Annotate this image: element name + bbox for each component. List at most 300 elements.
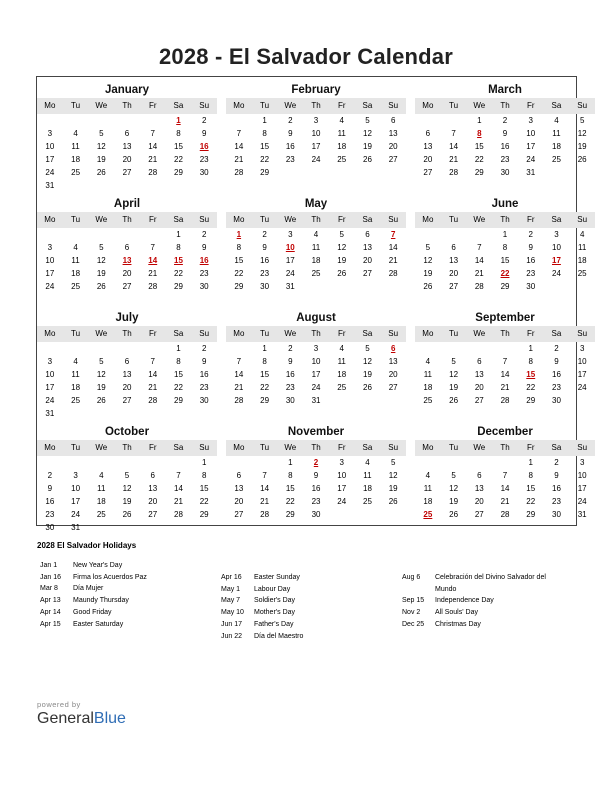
day-cell[interactable]: 28 xyxy=(474,282,484,291)
day-cell[interactable]: 19 xyxy=(363,142,372,151)
holiday-day-cell[interactable]: 6 xyxy=(390,344,396,353)
day-cell[interactable]: 18 xyxy=(71,269,81,278)
day-cell[interactable]: 3 xyxy=(554,230,559,239)
day-cell[interactable]: 4 xyxy=(365,458,370,467)
day-cell[interactable]: 17 xyxy=(577,484,587,493)
day-cell[interactable]: 11 xyxy=(552,129,561,138)
day-cell[interactable]: 9 xyxy=(262,243,267,252)
day-cell[interactable]: 3 xyxy=(313,116,319,125)
day-cell[interactable]: 16 xyxy=(552,484,561,493)
holiday-day-cell[interactable]: 2 xyxy=(313,458,319,467)
day-cell[interactable]: 27 xyxy=(449,282,459,291)
day-cell[interactable]: 21 xyxy=(449,155,459,164)
holiday-day-cell[interactable]: 16 xyxy=(199,142,209,151)
day-cell[interactable]: 15 xyxy=(260,142,270,151)
day-cell[interactable]: 10 xyxy=(526,129,536,138)
day-cell[interactable]: 14 xyxy=(148,142,158,151)
day-cell[interactable]: 30 xyxy=(552,510,561,519)
day-cell[interactable]: 18 xyxy=(96,497,106,506)
day-cell[interactable]: 16 xyxy=(311,484,321,493)
day-cell[interactable]: 20 xyxy=(234,497,244,506)
day-cell[interactable]: 2 xyxy=(554,458,559,467)
day-cell[interactable]: 23 xyxy=(285,383,295,392)
day-cell[interactable]: 6 xyxy=(150,471,155,480)
day-cell[interactable]: 13 xyxy=(363,243,372,252)
day-cell[interactable]: 17 xyxy=(45,155,55,164)
day-cell[interactable]: 10 xyxy=(45,256,55,265)
day-cell[interactable]: 6 xyxy=(124,129,130,138)
day-cell[interactable]: 7 xyxy=(502,357,508,366)
day-cell[interactable]: 15 xyxy=(500,256,510,265)
day-cell[interactable]: 16 xyxy=(260,256,270,265)
day-cell[interactable]: 24 xyxy=(45,282,55,291)
day-cell[interactable]: 18 xyxy=(363,484,372,493)
day-cell[interactable]: 3 xyxy=(47,357,53,366)
day-cell[interactable]: 8 xyxy=(236,243,242,252)
day-cell[interactable]: 12 xyxy=(96,256,106,265)
day-cell[interactable]: 15 xyxy=(199,484,209,493)
day-cell[interactable]: 1 xyxy=(262,116,267,125)
day-cell[interactable]: 9 xyxy=(288,357,293,366)
day-cell[interactable]: 8 xyxy=(528,471,533,480)
day-cell[interactable]: 2 xyxy=(502,116,508,125)
day-cell[interactable]: 19 xyxy=(449,383,459,392)
day-cell[interactable]: 12 xyxy=(577,129,587,138)
day-cell[interactable]: 23 xyxy=(285,155,295,164)
day-cell[interactable]: 20 xyxy=(474,383,484,392)
day-cell[interactable]: 8 xyxy=(528,357,533,366)
day-cell[interactable]: 25 xyxy=(337,383,347,392)
holiday-day-cell[interactable]: 10 xyxy=(285,243,295,252)
day-cell[interactable]: 31 xyxy=(526,168,536,177)
day-cell[interactable]: 18 xyxy=(423,383,433,392)
day-cell[interactable]: 3 xyxy=(47,243,53,252)
day-cell[interactable]: 13 xyxy=(388,129,398,138)
day-cell[interactable]: 7 xyxy=(236,357,242,366)
day-cell[interactable]: 31 xyxy=(577,510,587,519)
day-cell[interactable]: 11 xyxy=(337,357,346,366)
day-cell[interactable]: 6 xyxy=(390,116,396,125)
day-cell[interactable]: 3 xyxy=(528,116,533,125)
day-cell[interactable]: 22 xyxy=(260,383,270,392)
day-cell[interactable]: 23 xyxy=(45,510,55,519)
day-cell[interactable]: 17 xyxy=(71,497,81,506)
day-cell[interactable]: 24 xyxy=(311,383,321,392)
day-cell[interactable]: 11 xyxy=(423,370,433,379)
day-cell[interactable]: 27 xyxy=(363,269,372,278)
day-cell[interactable]: 26 xyxy=(363,155,372,164)
day-cell[interactable]: 13 xyxy=(122,142,132,151)
day-cell[interactable]: 26 xyxy=(96,282,106,291)
day-cell[interactable]: 7 xyxy=(502,471,508,480)
day-cell[interactable]: 5 xyxy=(365,344,370,353)
day-cell[interactable]: 12 xyxy=(449,484,459,493)
day-cell[interactable]: 11 xyxy=(423,484,433,493)
day-cell[interactable]: 23 xyxy=(311,497,321,506)
day-cell[interactable]: 14 xyxy=(500,370,510,379)
day-cell[interactable]: 19 xyxy=(449,497,459,506)
day-cell[interactable]: 6 xyxy=(477,471,482,480)
day-cell[interactable]: 4 xyxy=(339,344,344,353)
day-cell[interactable]: 9 xyxy=(528,243,533,252)
day-cell[interactable]: 21 xyxy=(234,155,244,164)
day-cell[interactable]: 5 xyxy=(99,129,104,138)
day-cell[interactable]: 30 xyxy=(552,396,561,405)
day-cell[interactable]: 22 xyxy=(526,497,536,506)
day-cell[interactable]: 3 xyxy=(47,129,53,138)
holiday-day-cell[interactable]: 7 xyxy=(390,230,396,239)
day-cell[interactable]: 20 xyxy=(388,142,398,151)
day-cell[interactable]: 18 xyxy=(552,142,561,151)
day-cell[interactable]: 1 xyxy=(528,458,533,467)
day-cell[interactable]: 21 xyxy=(388,256,398,265)
day-cell[interactable]: 20 xyxy=(388,370,398,379)
day-cell[interactable]: 18 xyxy=(423,497,433,506)
day-cell[interactable]: 24 xyxy=(45,168,55,177)
day-cell[interactable]: 11 xyxy=(337,129,346,138)
day-cell[interactable]: 29 xyxy=(474,168,484,177)
day-cell[interactable]: 12 xyxy=(388,471,398,480)
day-cell[interactable]: 7 xyxy=(150,357,155,366)
day-cell[interactable]: 8 xyxy=(262,357,267,366)
day-cell[interactable]: 13 xyxy=(234,484,244,493)
day-cell[interactable]: 28 xyxy=(260,510,270,519)
day-cell[interactable]: 27 xyxy=(148,510,158,519)
day-cell[interactable]: 8 xyxy=(262,129,267,138)
day-cell[interactable]: 4 xyxy=(339,116,344,125)
day-cell[interactable]: 13 xyxy=(388,357,398,366)
day-cell[interactable]: 7 xyxy=(236,129,242,138)
day-cell[interactable]: 4 xyxy=(73,129,78,138)
day-cell[interactable]: 17 xyxy=(285,256,295,265)
day-cell[interactable]: 20 xyxy=(122,155,132,164)
day-cell[interactable]: 26 xyxy=(423,282,433,291)
day-cell[interactable]: 20 xyxy=(449,269,459,278)
day-cell[interactable]: 1 xyxy=(262,344,267,353)
day-cell[interactable]: 22 xyxy=(199,497,209,506)
day-cell[interactable]: 29 xyxy=(199,510,209,519)
day-cell[interactable]: 11 xyxy=(311,243,321,252)
day-cell[interactable]: 20 xyxy=(122,383,132,392)
day-cell[interactable]: 27 xyxy=(474,510,484,519)
day-cell[interactable]: 5 xyxy=(365,116,370,125)
day-cell[interactable]: 12 xyxy=(363,129,372,138)
day-cell[interactable]: 30 xyxy=(199,168,209,177)
day-cell[interactable]: 5 xyxy=(124,471,130,480)
day-cell[interactable]: 28 xyxy=(174,510,183,519)
day-cell[interactable]: 23 xyxy=(500,155,510,164)
day-cell[interactable]: 23 xyxy=(552,383,561,392)
day-cell[interactable]: 22 xyxy=(260,155,270,164)
day-cell[interactable]: 21 xyxy=(148,383,158,392)
day-cell[interactable]: 22 xyxy=(526,383,536,392)
day-cell[interactable]: 22 xyxy=(174,383,183,392)
day-cell[interactable]: 14 xyxy=(449,142,459,151)
day-cell[interactable]: 17 xyxy=(45,269,55,278)
day-cell[interactable]: 19 xyxy=(363,370,372,379)
day-cell[interactable]: 24 xyxy=(577,497,587,506)
day-cell[interactable]: 29 xyxy=(285,510,295,519)
day-cell[interactable]: 4 xyxy=(554,116,559,125)
day-cell[interactable]: 26 xyxy=(96,396,106,405)
day-cell[interactable]: 3 xyxy=(579,344,585,353)
day-cell[interactable]: 17 xyxy=(577,370,587,379)
day-cell[interactable]: 2 xyxy=(201,116,207,125)
day-cell[interactable]: 11 xyxy=(71,370,80,379)
day-cell[interactable]: 1 xyxy=(201,458,207,467)
day-cell[interactable]: 4 xyxy=(425,357,431,366)
day-cell[interactable]: 22 xyxy=(234,269,244,278)
day-cell[interactable]: 8 xyxy=(176,129,181,138)
day-cell[interactable]: 1 xyxy=(528,344,533,353)
day-cell[interactable]: 27 xyxy=(388,155,398,164)
day-cell[interactable]: 10 xyxy=(311,357,321,366)
day-cell[interactable]: 21 xyxy=(474,269,484,278)
day-cell[interactable]: 29 xyxy=(234,282,244,291)
day-cell[interactable]: 31 xyxy=(285,282,295,291)
day-cell[interactable]: 25 xyxy=(337,155,347,164)
day-cell[interactable]: 25 xyxy=(71,282,81,291)
brand-logo[interactable] xyxy=(37,710,126,728)
day-cell[interactable]: 2 xyxy=(201,344,207,353)
day-cell[interactable]: 9 xyxy=(201,129,207,138)
holiday-day-cell[interactable]: 1 xyxy=(236,230,242,239)
day-cell[interactable]: 26 xyxy=(449,510,459,519)
day-cell[interactable]: 11 xyxy=(363,471,372,480)
day-cell[interactable]: 28 xyxy=(234,168,244,177)
day-cell[interactable]: 21 xyxy=(174,497,183,506)
day-cell[interactable]: 21 xyxy=(148,269,158,278)
day-cell[interactable]: 1 xyxy=(176,344,181,353)
day-cell[interactable]: 29 xyxy=(526,396,536,405)
day-cell[interactable]: 30 xyxy=(260,282,270,291)
day-cell[interactable]: 21 xyxy=(500,497,510,506)
day-cell[interactable]: 17 xyxy=(45,383,55,392)
day-cell[interactable]: 13 xyxy=(474,370,484,379)
day-cell[interactable]: 18 xyxy=(71,383,81,392)
day-cell[interactable]: 15 xyxy=(526,484,536,493)
day-cell[interactable]: 23 xyxy=(260,269,270,278)
day-cell[interactable]: 2 xyxy=(288,344,293,353)
day-cell[interactable]: 10 xyxy=(71,484,81,493)
day-cell[interactable]: 17 xyxy=(311,370,321,379)
day-cell[interactable]: 30 xyxy=(500,168,510,177)
day-cell[interactable]: 8 xyxy=(176,357,181,366)
day-cell[interactable]: 13 xyxy=(148,484,158,493)
day-cell[interactable]: 10 xyxy=(45,370,55,379)
day-cell[interactable]: 19 xyxy=(96,269,106,278)
day-cell[interactable]: 24 xyxy=(552,269,561,278)
day-cell[interactable]: 18 xyxy=(577,256,587,265)
day-cell[interactable]: 20 xyxy=(148,497,158,506)
day-cell[interactable]: 7 xyxy=(451,129,456,138)
day-cell[interactable]: 20 xyxy=(474,497,484,506)
day-cell[interactable]: 17 xyxy=(526,142,536,151)
day-cell[interactable]: 22 xyxy=(474,155,484,164)
day-cell[interactable]: 4 xyxy=(313,230,319,239)
holiday-day-cell[interactable]: 16 xyxy=(199,256,209,265)
day-cell[interactable]: 6 xyxy=(425,129,431,138)
day-cell[interactable]: 31 xyxy=(45,181,55,190)
day-cell[interactable]: 18 xyxy=(337,142,347,151)
day-cell[interactable]: 9 xyxy=(554,357,559,366)
day-cell[interactable]: 22 xyxy=(285,497,295,506)
day-cell[interactable]: 11 xyxy=(578,243,587,252)
day-cell[interactable]: 15 xyxy=(474,142,484,151)
day-cell[interactable]: 9 xyxy=(502,129,508,138)
day-cell[interactable]: 14 xyxy=(388,243,398,252)
day-cell[interactable]: 18 xyxy=(337,370,347,379)
day-cell[interactable]: 12 xyxy=(122,484,132,493)
day-cell[interactable]: 3 xyxy=(339,458,344,467)
day-cell[interactable]: 4 xyxy=(73,357,78,366)
day-cell[interactable]: 25 xyxy=(552,155,561,164)
day-cell[interactable]: 20 xyxy=(122,269,132,278)
day-cell[interactable]: 6 xyxy=(477,357,482,366)
day-cell[interactable]: 16 xyxy=(500,142,510,151)
day-cell[interactable]: 12 xyxy=(423,256,433,265)
day-cell[interactable]: 26 xyxy=(388,497,398,506)
day-cell[interactable]: 28 xyxy=(148,396,158,405)
day-cell[interactable]: 23 xyxy=(199,155,209,164)
day-cell[interactable]: 10 xyxy=(311,129,321,138)
day-cell[interactable]: 12 xyxy=(337,243,347,252)
day-cell[interactable]: 19 xyxy=(96,155,106,164)
day-cell[interactable]: 10 xyxy=(552,243,561,252)
holiday-day-cell[interactable]: 15 xyxy=(174,256,183,265)
day-cell[interactable]: 2 xyxy=(528,230,533,239)
day-cell[interactable]: 21 xyxy=(260,497,270,506)
day-cell[interactable]: 1 xyxy=(477,116,482,125)
day-cell[interactable]: 9 xyxy=(201,357,207,366)
day-cell[interactable]: 11 xyxy=(71,142,80,151)
day-cell[interactable]: 16 xyxy=(552,370,561,379)
day-cell[interactable]: 10 xyxy=(45,142,55,151)
day-cell[interactable]: 26 xyxy=(96,168,106,177)
day-cell[interactable]: 29 xyxy=(174,168,183,177)
day-cell[interactable]: 21 xyxy=(148,155,158,164)
day-cell[interactable]: 19 xyxy=(122,497,132,506)
day-cell[interactable]: 18 xyxy=(311,256,321,265)
day-cell[interactable]: 19 xyxy=(96,383,106,392)
day-cell[interactable]: 26 xyxy=(337,269,347,278)
day-cell[interactable]: 5 xyxy=(451,471,456,480)
day-cell[interactable]: 29 xyxy=(526,510,536,519)
day-cell[interactable]: 27 xyxy=(122,282,132,291)
day-cell[interactable]: 16 xyxy=(45,497,55,506)
day-cell[interactable]: 7 xyxy=(150,129,155,138)
day-cell[interactable]: 29 xyxy=(174,282,183,291)
day-cell[interactable]: 31 xyxy=(45,409,55,418)
day-cell[interactable]: 11 xyxy=(71,256,80,265)
day-cell[interactable]: 8 xyxy=(201,471,207,480)
day-cell[interactable]: 20 xyxy=(363,256,372,265)
holiday-day-cell[interactable]: 22 xyxy=(500,269,510,278)
day-cell[interactable]: 3 xyxy=(579,458,585,467)
day-cell[interactable]: 24 xyxy=(71,510,81,519)
day-cell[interactable]: 24 xyxy=(337,497,347,506)
day-cell[interactable]: 27 xyxy=(122,168,132,177)
day-cell[interactable]: 12 xyxy=(96,370,106,379)
day-cell[interactable]: 14 xyxy=(148,370,158,379)
day-cell[interactable]: 2 xyxy=(554,344,559,353)
day-cell[interactable]: 27 xyxy=(474,396,484,405)
day-cell[interactable]: 14 xyxy=(500,484,510,493)
day-cell[interactable]: 14 xyxy=(474,256,484,265)
day-cell[interactable]: 5 xyxy=(425,243,431,252)
holiday-day-cell[interactable]: 1 xyxy=(176,116,181,125)
day-cell[interactable]: 8 xyxy=(288,471,293,480)
holiday-day-cell[interactable]: 13 xyxy=(122,256,132,265)
day-cell[interactable]: 14 xyxy=(234,142,244,151)
day-cell[interactable]: 26 xyxy=(122,510,132,519)
day-cell[interactable]: 26 xyxy=(449,396,459,405)
day-cell[interactable]: 30 xyxy=(45,523,55,532)
day-cell[interactable]: 5 xyxy=(451,357,456,366)
day-cell[interactable]: 6 xyxy=(236,471,242,480)
day-cell[interactable]: 2 xyxy=(47,471,53,480)
day-cell[interactable]: 31 xyxy=(71,523,81,532)
day-cell[interactable]: 5 xyxy=(579,116,585,125)
day-cell[interactable]: 4 xyxy=(425,471,431,480)
day-cell[interactable]: 11 xyxy=(97,484,106,493)
day-cell[interactable]: 4 xyxy=(73,243,78,252)
day-cell[interactable]: 3 xyxy=(73,471,78,480)
day-cell[interactable]: 7 xyxy=(176,471,181,480)
day-cell[interactable]: 23 xyxy=(199,269,209,278)
day-cell[interactable]: 28 xyxy=(500,396,510,405)
day-cell[interactable]: 13 xyxy=(122,370,132,379)
holiday-day-cell[interactable]: 25 xyxy=(423,510,433,519)
day-cell[interactable]: 31 xyxy=(311,396,321,405)
day-cell[interactable]: 16 xyxy=(199,370,209,379)
day-cell[interactable]: 10 xyxy=(577,471,587,480)
day-cell[interactable]: 27 xyxy=(388,383,398,392)
day-cell[interactable]: 18 xyxy=(71,155,81,164)
day-cell[interactable]: 9 xyxy=(288,129,293,138)
day-cell[interactable]: 19 xyxy=(423,269,433,278)
day-cell[interactable]: 30 xyxy=(526,282,536,291)
day-cell[interactable]: 16 xyxy=(526,256,536,265)
holiday-day-cell[interactable]: 15 xyxy=(526,370,536,379)
day-cell[interactable]: 29 xyxy=(260,396,270,405)
day-cell[interactable]: 21 xyxy=(500,383,510,392)
day-cell[interactable]: 20 xyxy=(423,155,433,164)
day-cell[interactable]: 25 xyxy=(423,396,433,405)
day-cell[interactable]: 8 xyxy=(502,243,508,252)
day-cell[interactable]: 25 xyxy=(363,497,372,506)
day-cell[interactable]: 24 xyxy=(45,396,55,405)
day-cell[interactable]: 15 xyxy=(234,256,244,265)
day-cell[interactable]: 5 xyxy=(99,357,104,366)
day-cell[interactable]: 19 xyxy=(577,142,587,151)
day-cell[interactable]: 23 xyxy=(199,383,209,392)
day-cell[interactable]: 15 xyxy=(285,484,295,493)
day-cell[interactable]: 25 xyxy=(71,168,81,177)
day-cell[interactable]: 27 xyxy=(423,168,433,177)
day-cell[interactable]: 7 xyxy=(477,243,482,252)
day-cell[interactable]: 19 xyxy=(337,256,347,265)
day-cell[interactable]: 15 xyxy=(174,142,183,151)
day-cell[interactable]: 12 xyxy=(96,142,106,151)
day-cell[interactable]: 26 xyxy=(577,155,587,164)
day-cell[interactable]: 6 xyxy=(451,243,456,252)
day-cell[interactable]: 14 xyxy=(260,484,270,493)
day-cell[interactable]: 17 xyxy=(311,142,321,151)
day-cell[interactable]: 6 xyxy=(365,230,370,239)
day-cell[interactable]: 17 xyxy=(337,484,347,493)
day-cell[interactable]: 30 xyxy=(199,282,209,291)
